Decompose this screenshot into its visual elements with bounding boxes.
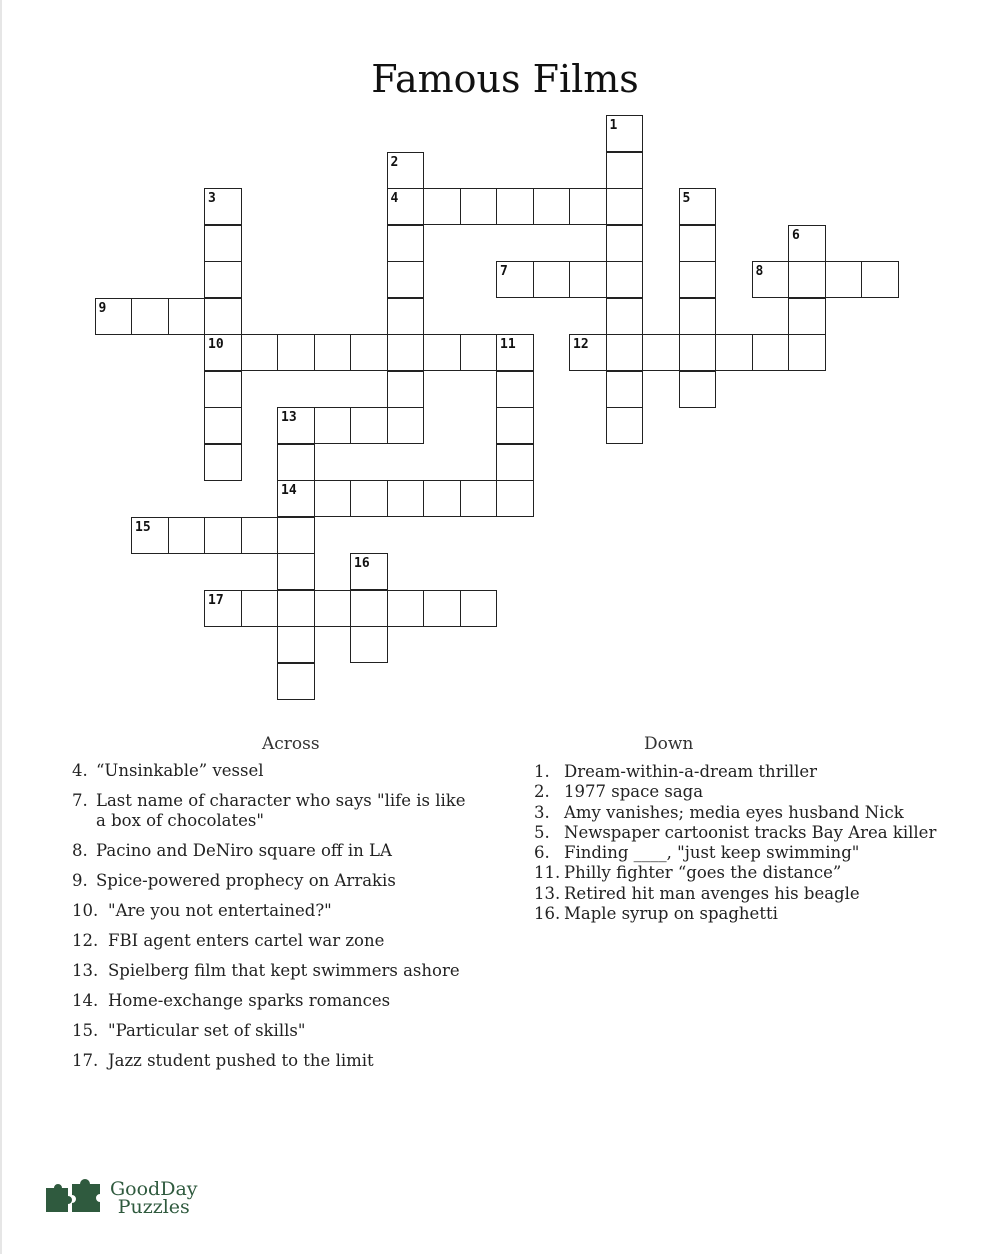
grid-cell[interactable]: [204, 225, 242, 262]
grid-cell[interactable]: [204, 407, 242, 444]
down-clue: [534, 904, 954, 924]
clue-number: 13.: [534, 883, 561, 903]
clue-text: Last name of character who says "life is like a box of chocolates": [96, 791, 466, 830]
cell-number: 12: [573, 337, 589, 352]
grid-cell[interactable]: [387, 261, 425, 298]
grid-cell[interactable]: [277, 517, 315, 554]
grid-cell[interactable]: [277, 334, 315, 371]
grid-cell[interactable]: [460, 480, 498, 517]
grid-cell[interactable]: [496, 188, 534, 225]
clue-text: "Are you not entertained?": [108, 901, 332, 920]
clue-number: 14.: [72, 991, 99, 1010]
clue-number: 13.: [72, 961, 99, 980]
grid-cell[interactable]: [423, 480, 461, 517]
clue-number: 4.: [72, 761, 88, 780]
clue-number: 3.: [534, 802, 550, 822]
grid-cell[interactable]: [642, 334, 680, 371]
grid-cell[interactable]: [679, 225, 717, 262]
grid-cell[interactable]: [314, 590, 352, 627]
brand-name: [110, 1180, 198, 1216]
down-clue: [534, 823, 954, 843]
grid-cell[interactable]: [387, 480, 425, 517]
grid-cell[interactable]: [241, 590, 279, 627]
grid-cell[interactable]: [752, 261, 790, 298]
grid-cell[interactable]: [350, 553, 388, 590]
grid-cell[interactable]: [350, 480, 388, 517]
clue-number: 7.: [72, 791, 88, 810]
clue-number: 6.: [534, 843, 550, 863]
grid-cell[interactable]: [387, 152, 425, 189]
grid-cell[interactable]: [314, 334, 352, 371]
down-heading: Down: [644, 734, 694, 754]
cell-number: 15: [135, 519, 151, 535]
clue-text: Spice-powered prophecy on Arrakis: [96, 871, 396, 890]
grid-cell[interactable]: [241, 334, 279, 371]
clue-text: Pacino and DeNiro square off in LA: [96, 841, 392, 860]
grid-cell[interactable]: [788, 298, 826, 335]
brand-line-1: GoodDay: [110, 1178, 198, 1200]
grid-cell[interactable]: [606, 188, 644, 225]
cell-number: 3: [208, 191, 216, 206]
grid-cell[interactable]: [533, 188, 571, 225]
grid-cell[interactable]: [387, 225, 425, 262]
grid-cell[interactable]: [168, 517, 206, 554]
grid-cell[interactable]: [861, 261, 899, 298]
grid-cell[interactable]: [387, 590, 425, 627]
grid-cell[interactable]: [569, 261, 607, 298]
grid-cell[interactable]: [496, 334, 534, 371]
down-clue-list: [534, 762, 954, 924]
across-clue: [72, 791, 472, 831]
clue-text: Dream-within-a-dream thriller: [564, 762, 818, 781]
grid-cell[interactable]: [277, 480, 315, 517]
clue-number: 1.: [534, 762, 550, 781]
cell-number: 14: [281, 483, 297, 498]
clue-text: Home-exchange sparks romances: [108, 991, 391, 1010]
grid-cell[interactable]: [241, 517, 279, 554]
grid-cell[interactable]: [277, 553, 315, 590]
cell-number: 11: [500, 337, 516, 352]
grid-cell[interactable]: [533, 261, 571, 298]
grid-cell[interactable]: [277, 590, 315, 627]
brand-line-2: Puzzles: [117, 1196, 190, 1218]
grid-cell[interactable]: [350, 407, 388, 444]
grid-cell[interactable]: [606, 371, 644, 408]
grid-cell[interactable]: [496, 480, 534, 517]
clue-number: 15.: [72, 1021, 99, 1040]
across-clue: [72, 1051, 472, 1071]
across-clue: [72, 761, 472, 781]
clue-text: Maple syrup on spaghetti: [564, 904, 778, 924]
clue-text: Retired hit man avenges his beagle: [564, 883, 860, 903]
grid-cell[interactable]: [606, 261, 644, 298]
grid-cell[interactable]: [131, 517, 169, 554]
across-clue: [72, 871, 472, 891]
cell-number: 9: [98, 300, 107, 316]
grid-cell[interactable]: [496, 261, 534, 298]
grid-cell[interactable]: [277, 407, 315, 444]
across-clue: [72, 1021, 472, 1041]
clue-number: 10.: [72, 901, 99, 920]
clue-text: Jazz student pushed to the limit: [108, 1051, 374, 1070]
grid-cell[interactable]: [204, 334, 242, 371]
down-clue: [534, 782, 954, 802]
grid-cell[interactable]: [314, 480, 352, 517]
grid-cell[interactable]: [423, 590, 461, 627]
across-clue: [72, 931, 472, 951]
grid-cell[interactable]: [496, 407, 534, 444]
cell-number: 10: [208, 337, 224, 352]
grid-cell[interactable]: [569, 188, 607, 225]
grid-cell[interactable]: [387, 334, 425, 371]
grid-cell[interactable]: [204, 188, 242, 225]
cell-number: 5: [682, 191, 691, 206]
clue-text: Newspaper cartoonist tracks Bay Area killer: [564, 822, 937, 842]
clue-number: 16.: [534, 904, 561, 924]
grid-cell[interactable]: [460, 590, 498, 627]
grid-cell[interactable]: [350, 334, 388, 371]
across-heading: Across: [262, 734, 320, 754]
grid-cell[interactable]: [679, 261, 717, 298]
cell-number: 2: [390, 154, 399, 170]
grid-cell[interactable]: [387, 407, 425, 444]
down-clue: [534, 762, 954, 782]
grid-cell[interactable]: [679, 188, 717, 225]
clue-text: Philly fighter “goes the distance”: [564, 863, 842, 883]
grid-cell[interactable]: [715, 334, 753, 371]
grid-cell[interactable]: [95, 298, 133, 335]
grid-cell[interactable]: [460, 188, 498, 225]
clue-number: 12.: [72, 931, 99, 950]
clue-text: "Particular set of skills": [108, 1021, 306, 1040]
grid-cell[interactable]: [460, 334, 498, 371]
grid-cell[interactable]: [606, 115, 644, 152]
clue-number: 5.: [534, 822, 550, 842]
cell-number: 1: [609, 118, 618, 133]
grid-cell[interactable]: [387, 298, 425, 335]
puzzle-pieces-icon: [44, 1178, 106, 1214]
grid-cell[interactable]: [606, 225, 644, 262]
puzzle-title: Famous Films: [371, 57, 639, 102]
grid-cell[interactable]: [569, 334, 607, 371]
cell-number: 13: [281, 410, 297, 425]
grid-cell[interactable]: [788, 334, 826, 371]
down-clue: [534, 803, 954, 823]
grid-cell[interactable]: [679, 298, 717, 335]
grid-cell[interactable]: [131, 298, 169, 335]
clue-number: 2.: [534, 782, 550, 802]
clue-text: “Unsinkable” vessel: [96, 761, 264, 780]
clue-number: 8.: [72, 841, 88, 860]
across-clue-list: [72, 761, 472, 1081]
grid-cell[interactable]: [350, 626, 388, 663]
across-clue: [72, 841, 472, 861]
cell-number: 4: [390, 191, 399, 206]
clue-number: 17.: [72, 1051, 99, 1070]
grid-cell[interactable]: [168, 298, 206, 335]
cell-number: 17: [208, 592, 224, 608]
grid-cell[interactable]: [606, 152, 644, 189]
down-clue: [534, 863, 954, 883]
grid-cell[interactable]: [204, 298, 242, 335]
clue-text: Finding ____, "just keep swimming": [564, 843, 860, 863]
clue-number: 11.: [534, 863, 561, 883]
clue-text: Amy vanishes; media eyes husband Nick: [564, 802, 904, 822]
across-clue: [72, 901, 472, 921]
grid-cell[interactable]: [606, 407, 644, 444]
clue-number: 9.: [72, 871, 88, 890]
grid-cell[interactable]: [679, 371, 717, 408]
grid-cell[interactable]: [496, 444, 534, 481]
grid-cell[interactable]: [788, 261, 826, 298]
grid-cell[interactable]: [788, 225, 826, 262]
grid-cell[interactable]: [825, 261, 863, 298]
grid-cell[interactable]: [204, 371, 242, 408]
grid-cell[interactable]: [204, 517, 242, 554]
clue-text: Spielberg film that kept swimmers ashore: [108, 961, 460, 980]
grid-cell[interactable]: [606, 334, 644, 371]
grid-cell[interactable]: [423, 334, 461, 371]
grid-cell[interactable]: [350, 590, 388, 627]
across-clue: [72, 991, 472, 1011]
grid-cell[interactable]: [387, 371, 425, 408]
cell-number: 8: [755, 264, 764, 279]
grid-cell[interactable]: [314, 407, 352, 444]
grid-cell[interactable]: [752, 334, 790, 371]
cell-number: 6: [792, 227, 800, 243]
grid-cell[interactable]: [277, 444, 315, 481]
grid-cell[interactable]: [496, 371, 534, 408]
grid-cell[interactable]: [277, 663, 315, 700]
grid-cell[interactable]: [204, 590, 242, 627]
across-clue: [72, 961, 472, 981]
cell-number: 16: [354, 556, 370, 571]
down-clue: [534, 884, 954, 904]
grid-cell[interactable]: [277, 626, 315, 663]
grid-cell[interactable]: [679, 334, 717, 371]
cell-number: 7: [500, 264, 508, 279]
grid-cell[interactable]: [606, 298, 644, 335]
grid-cell[interactable]: [204, 261, 242, 298]
clue-text: 1977 space saga: [564, 782, 704, 802]
clue-text: FBI agent enters cartel war zone: [108, 931, 385, 950]
grid-cell[interactable]: [204, 444, 242, 481]
down-clue: [534, 843, 954, 863]
grid-cell[interactable]: [423, 188, 461, 225]
grid-cell[interactable]: [387, 188, 425, 225]
